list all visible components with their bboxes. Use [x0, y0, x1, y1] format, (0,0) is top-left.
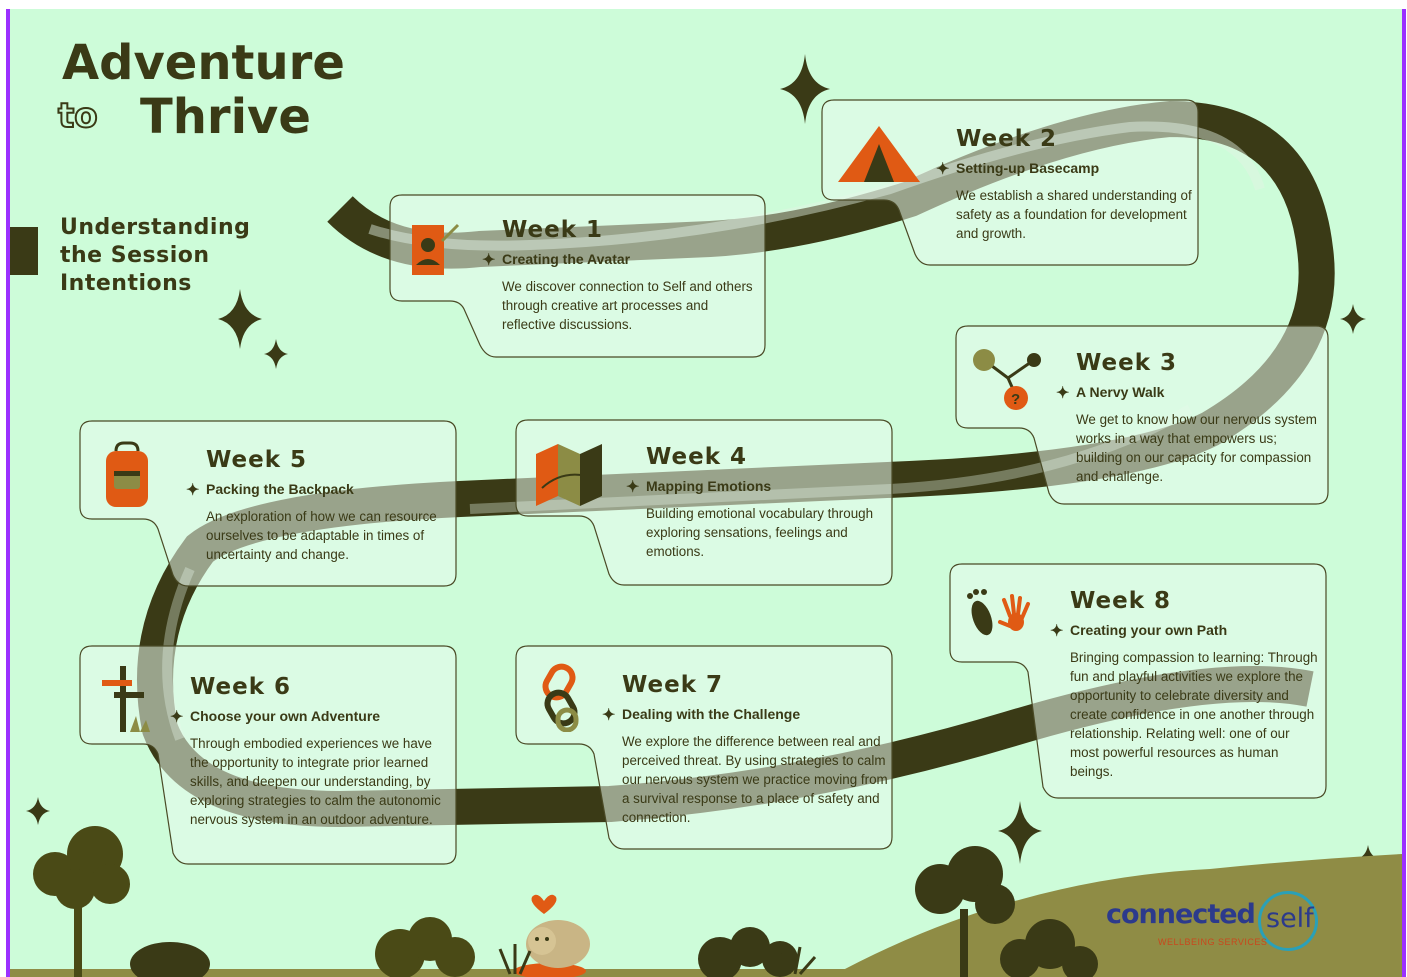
week-subtitle: Mapping Emotions	[646, 478, 772, 494]
week-description: Through embodied experiences we have the opportunity to integrate prior learned skills, and deepen our understanding, by exploring strategies to calm the autonomic nervous system in an outdoor adventure.	[190, 736, 441, 827]
week-description: Bringing compassion to learning: Through fun and playful activities we explore the opportunity to celebrate diversity and create confidence in one another through relationship. Relating well: one of our most powerful resources as human beings.	[1070, 650, 1318, 779]
chain-links-icon	[540, 662, 590, 732]
week-subtitle: Creating your own Path	[1070, 622, 1228, 638]
week-heading: Week 3	[1076, 350, 1178, 376]
brand-logo	[1106, 889, 1336, 959]
week-heading: Week 7	[622, 672, 724, 698]
week-card-4	[514, 418, 899, 590]
sidebar-marker	[10, 227, 38, 275]
poster	[6, 9, 1406, 977]
week-card-1	[388, 193, 773, 361]
week-card-5	[78, 419, 463, 591]
week-heading: Week 6	[190, 674, 292, 700]
week-subtitle: Choose your own Adventure	[190, 708, 381, 724]
week-subtitle: Creating the Avatar	[502, 251, 631, 267]
avatar-portrait-icon	[412, 221, 462, 281]
subtitle-line: Understanding	[60, 215, 251, 240]
week-heading: Week 1	[502, 217, 604, 243]
sparkle-icon: ✦	[1050, 623, 1064, 640]
logo-tagline: WELLBEING SERVICES	[1158, 937, 1268, 947]
week-description: Building emotional vocabulary through exploring sensations, feelings and emotions.	[646, 506, 874, 559]
folded-map-icon	[534, 438, 614, 508]
week-subtitle: Dealing with the Challenge	[622, 706, 801, 722]
sparkle-icon: ✦	[170, 709, 184, 726]
sparkle-icon: ✦	[482, 252, 496, 269]
week-heading: Week 4	[646, 444, 748, 470]
sparkle-icon: ✦	[626, 479, 640, 496]
week-card-3	[954, 324, 1334, 509]
footprint-handprint-icon	[960, 586, 1040, 646]
week-card-6	[78, 644, 463, 869]
week-description: We get to know how our nervous system works in a way that empowers us; building on our capacity for compassion and challenge.	[1076, 412, 1317, 484]
week-heading: Week 2	[956, 126, 1058, 152]
week-heading: Week 5	[206, 447, 308, 473]
section-subtitle	[60, 214, 250, 298]
subtitle-line: Intentions	[60, 271, 192, 296]
backpack-icon	[100, 441, 160, 511]
sparkle-icon: ✦	[1056, 385, 1070, 402]
sparkle-icon	[1340, 304, 1366, 334]
bush-left	[130, 942, 210, 977]
logo-self-text: self	[1266, 903, 1314, 934]
title-thrive: Thrive	[140, 89, 311, 145]
sparkle-icon	[26, 797, 50, 825]
week-description: We discover connection to Self and others through creative art processes and reflective discussions.	[502, 279, 753, 332]
week-description: We explore the difference between real and perceived threat. By using strategies to calm our nervous system we practice moving from a survival response to a place of safety and connection.	[622, 734, 888, 825]
week-description: An exploration of how we can resource ourselves to be adaptable in times of uncertainty and change.	[206, 509, 437, 562]
week-subtitle: Packing the Backpack	[206, 481, 354, 497]
sparkle-icon	[264, 339, 288, 369]
tent-icon	[834, 124, 924, 184]
week-heading: Week 8	[1070, 588, 1172, 614]
week-subtitle: Setting-up Basecamp	[956, 160, 1100, 176]
heart-icon	[532, 895, 557, 914]
week-subtitle: A Nervy Walk	[1076, 384, 1165, 400]
logo-wordmark: connected	[1106, 899, 1255, 930]
sparkle-icon: ✦	[186, 482, 200, 499]
week-card-8	[948, 562, 1333, 804]
title-to: to	[58, 96, 98, 136]
title-adventure: Adventure	[62, 35, 345, 91]
subtitle-line: the Session	[60, 243, 210, 268]
week-card-2	[820, 98, 1205, 268]
sparkle-icon	[218, 289, 262, 349]
neuron-network-icon	[968, 344, 1048, 414]
week-card-7	[514, 644, 899, 854]
svg-text:?: ?	[1011, 391, 1021, 408]
week-description: We establish a shared understanding of safety as a foundation for development and growth.	[956, 188, 1192, 241]
sparkle-icon: ✦	[936, 161, 950, 178]
bush-center	[375, 917, 475, 977]
signpost-icon	[100, 662, 160, 732]
sparkle-icon	[998, 801, 1042, 864]
sparkle-icon: ✦	[602, 707, 616, 724]
